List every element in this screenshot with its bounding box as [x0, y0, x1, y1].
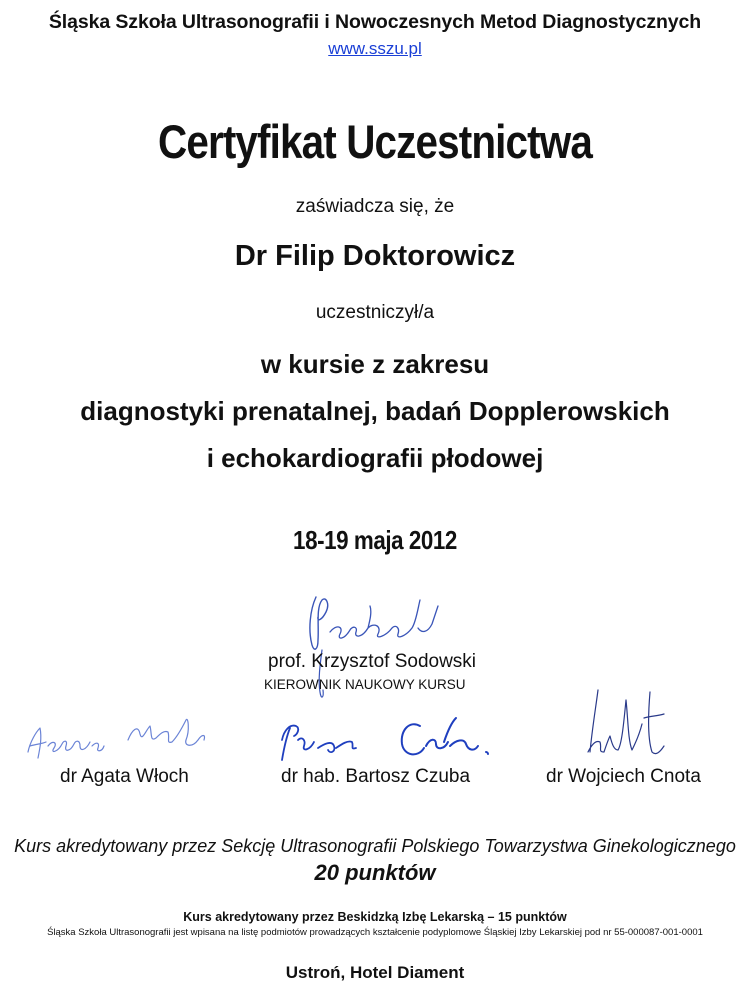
- signer-3-name: dr Wojciech Cnota: [546, 766, 701, 787]
- course-line-3: i echokardiografii płodowej: [206, 443, 544, 473]
- director-role: KIEROWNIK NAUKOWY KURSU: [264, 677, 466, 692]
- certificate-title: Certyfikat Uczestnictwa: [157, 115, 592, 168]
- accreditation-points: 20 punktów: [314, 860, 436, 885]
- course-line-1: w kursie z zakresu: [260, 349, 490, 379]
- course-line-2: diagnostyki prenatalnej, badań Dopplerowskich: [80, 396, 670, 426]
- attest-text: zaświadcza się, że: [295, 196, 455, 217]
- school-name: Śląska Szkoła Ultrasonografii i Nowoczesnych Metod Diagnostycznych: [48, 11, 702, 33]
- accreditation-text-2: Kurs akredytowany przez Beskidzką Izbę Lekarską – 15 punktów: [183, 910, 567, 924]
- accreditation-text: Kurs akredytowany przez Sekcję Ultrasonografii Polskiego Towarzystwa Ginekologicznego: [14, 836, 736, 856]
- signer-2-name: dr hab. Bartosz Czuba: [281, 766, 471, 787]
- registry-text: Śląska Szkoła Ultrasonografii jest wpisana na listę podmiotów prowadzących kształcenie podyplomowe Śląskiej Izby Lekarskiej pod nr 55-000087-001-0001: [47, 927, 703, 938]
- course-date: 18-19 maja 2012: [293, 525, 457, 555]
- signer-1-name: dr Agata Włoch: [60, 766, 189, 787]
- participant-name: Dr Filip Doktorowicz: [234, 240, 516, 272]
- location-text: Ustroń, Hotel Diament: [285, 963, 465, 982]
- director-name: prof. Krzysztof Sodowski: [268, 651, 477, 672]
- participated-text: uczestniczył/a: [315, 302, 435, 323]
- website-link[interactable]: www.sszu.pl: [328, 39, 422, 58]
